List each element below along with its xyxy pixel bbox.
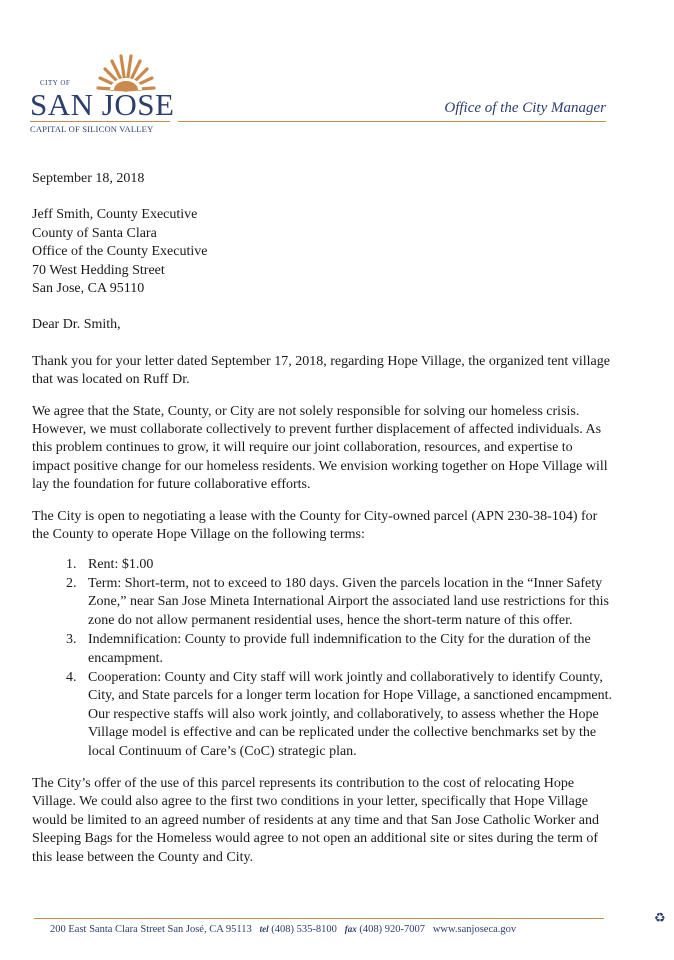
footer-divider: [34, 918, 604, 919]
footer-address: 200 East Santa Clara Street San José, CA 95113: [50, 924, 252, 935]
header-divider: [178, 121, 606, 122]
sunburst-logo-icon: [90, 52, 162, 92]
footer-fax: (408) 920-7007: [359, 924, 425, 935]
paragraph: Thank you for your letter dated September 17, 2018, regarding Hope Village, the organized tent village that was located on Ruff Dr.: [32, 353, 610, 388]
salutation: Dear Dr. Smith,: [32, 317, 121, 333]
footer-tel: (408) 535-8100: [271, 924, 337, 935]
letter-date: September 18, 2018: [32, 171, 145, 186]
office-title: Office of the City Manager: [444, 100, 606, 116]
recipient-address: [32, 206, 612, 298]
paragraph: We agree that the State, County, or City are not solely responsible for solving our homeless crisis. However, we must collaborate collectively to prevent further displacement of affected individuals. As this problem continues to grow, it will require our joint collaboration, resources, and expertise to impact positive change for our homeless residents. We envision working together on Hope Village will lay the foundation for future collaborative efforts.: [32, 403, 608, 493]
list-item: 4. Cooperation: County and City staff will work jointly and collaboratively to identify County, City, and State parcels for a longer term location for Hope Village, a sanctioned encampment. Our respective staffs will also work jointly, and collaboratively, to assess whether the Hope Village model is effective and can be replicated under the collective benchmarks set by the local Continuum of Care’s (CoC) strategic plan.: [80, 669, 612, 761]
tel-label: tel: [259, 924, 269, 934]
footer-website[interactable]: www.sanjoseca.gov: [432, 924, 517, 935]
list-item: 2. Term: Short-term, not to exceed to 180 days. Given the parcels location in the “Inner Safety Zone,” near San Jose Mineta International Airport the associated land use restrictions for this zone do not allow permanent residential uses, hence the short-term nature of this offer.: [80, 575, 612, 630]
list-item: 1. Rent: $1.00: [80, 556, 612, 574]
recipient-line: 70 West Hedding Street: [32, 262, 165, 278]
recipient-line: Office of the County Executive: [32, 244, 208, 260]
recipient-line: County of Santa Clara: [32, 225, 157, 241]
logo-city-of: CITY OF: [40, 79, 71, 87]
logo-city-name: SAN JOSE: [30, 87, 175, 122]
recycle-icon: ♻: [654, 910, 666, 925]
logo-tagline: CAPITAL OF SILICON VALLEY: [30, 124, 154, 134]
closing-paragraph: The City’s offer of the use of this parcel represents its contribution to the cost of relocating Hope Village. We could also agree to the first two conditions in your letter, specifically that Hope Village would be limited to an agreed number of residents at any time and that San Jose Catholic Worker and Sleeping Bags for the Homeless would agree to not open an additional site or sites during the term of this lease between the County and City.: [32, 775, 600, 865]
letter-body: [32, 170, 612, 880]
paragraph: The City is open to negotiating a lease with the County for City-owned parcel (APN 230-38-104) for the County to operate Hope Village on the following terms:: [32, 508, 598, 543]
fax-label: fax: [344, 924, 357, 934]
recipient-line: Jeff Smith, County Executive: [32, 207, 198, 223]
city-logo: [28, 44, 178, 140]
logo-divider: [30, 121, 170, 122]
lease-terms-list: [32, 556, 612, 761]
list-item: 3. Indemnification: County to provide full indemnification to the City for the duration of the encampment.: [80, 631, 612, 668]
footer-contact: [50, 924, 516, 935]
recipient-line: San Jose, CA 95110: [32, 281, 145, 297]
